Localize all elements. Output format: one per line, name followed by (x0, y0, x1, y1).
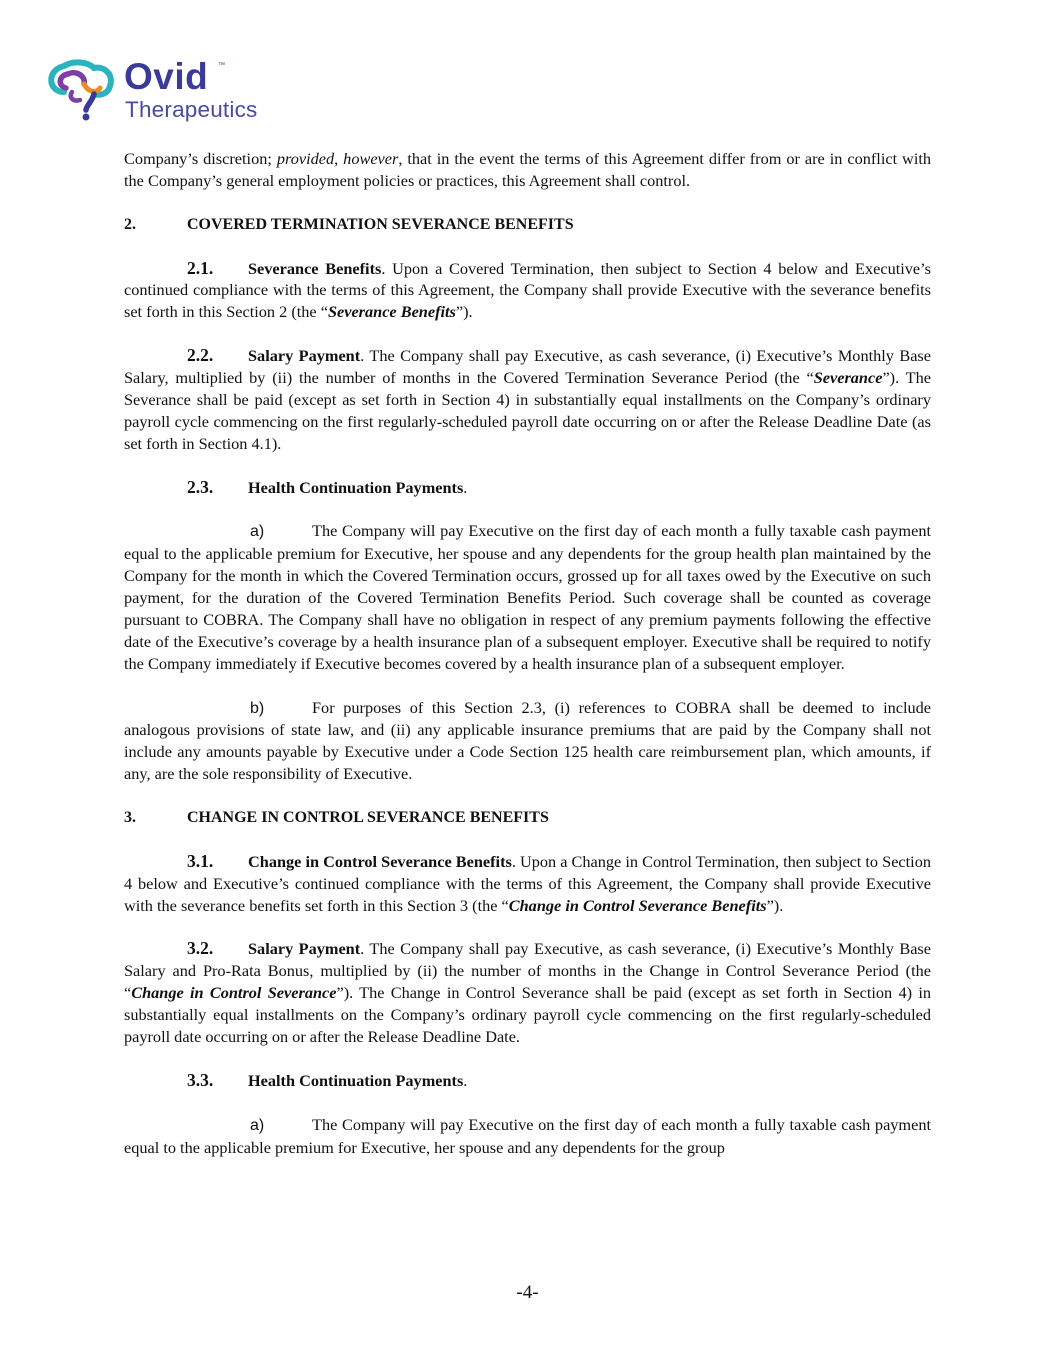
section-2-3-b: b) For purposes of this Section 2.3, (i) references to COBRA shall be deemed to include analogous provisions of state law, and (ii) any applicable insurance premiums that are paid by the Company shall not include any amounts payable by Executive under a Code Section 125 health care reimbursement plan, which amounts, if any, are the sole responsibility of Executive. (124, 697, 931, 784)
section-3-3: 3.3. Health Continuation Payments. (187, 1069, 468, 1090)
section-2-2: 2.2. Salary Payment. The Company shall pay Executive, as cash severance, (i) Executive’s Monthly Base Salary, multiplied by (ii) the number of months in the Covered Termination Severance Period (the “Severance”). The Severance shall be paid (except as set forth in Section 4) in substantially equal installments on the Company’s ordinary payroll cycle commencing on the first regularly-scheduled payroll date occurring on or after the Release Deadline Date (as set forth in Section 4.1). (124, 345, 931, 453)
section-2-heading: 2. COVERED TERMINATION SEVERANCE BENEFITS (124, 215, 574, 233)
brain-logo-icon (44, 58, 124, 124)
section-3-2: 3.2. Salary Payment. The Company shall pay Executive, as cash severance, (i) Executive’s Monthly Base Salary and Pro-Rata Bonus, multiplied by (ii) the number of months in the Change in Control Severance Period (the “Change in Control Severance”). The Change in Control Severance shall be paid (except as set forth in Section 4) in substantially equal installments on the Company’s ordinary payroll cycle commencing on the first regularly-scheduled payroll date occurring on or after the Release Deadline Date. (124, 938, 931, 1047)
logo-trademark: ™ (218, 62, 225, 69)
section-3-heading: 3. CHANGE IN CONTROL SEVERANCE BENEFITS (124, 809, 549, 827)
section-3-3-a: a) The Company will pay Executive on the first day of each month a fully taxable cash payment equal to the applicable premium for Executive, her spouse and any dependents for the group (124, 1114, 931, 1157)
section-2-3: 2.3. Health Continuation Payments. (187, 476, 468, 497)
intro-paragraph: Company’s discretion; provided, however, that in the event the terms of this Agreement differ from or are in conflict with the Company’s general employment policies or practices, this Agreement shall control. (124, 149, 932, 190)
logo-name: Ovid (124, 56, 209, 97)
section-2-3-a: a) The Company will pay Executive on the first day of each month a fully taxable cash payment equal to the applicable premium for Executive, her spouse and any dependents for the group health plan maintained by the Company for the month in which the Covered Termination occurs, grossed up for all taxes owed by the Executive on such payment, for the duration of the Covered Termination Benefits Period. Such coverage shall be counted as coverage pursuant to COBRA. The Company shall have no obligation in respect of any premium payments following the effective date of the Executive’s coverage by a health insurance plan of a subsequent employer. Executive shall be required to notify the Company immediately if Executive becomes covered by a health insurance plan of a subsequent employer. (124, 521, 931, 673)
logo-tagline: Therapeutics (125, 97, 258, 122)
section-3-1: 3.1. Change in Control Severance Benefits. Upon a Change in Control Termination, then subject to Section 4 below and Executive’s continued compliance with the terms of this Agreement, the Company shall provide Executive with the severance benefits set forth in this Section 3 (the “Change in Control Severance Benefits”). (124, 850, 931, 915)
document-body (124, 148, 931, 1159)
company-logo (44, 58, 274, 128)
page-number: -4- (516, 1282, 539, 1303)
section-2-1: 2.1. Severance Benefits. Upon a Covered Termination, then subject to Section 4 below and Executive’s continued compliance with the terms of this Agreement, the Company shall provide Executive with the severance benefits set forth in this Section 2 (the “Severance Benefits”). (124, 257, 931, 322)
